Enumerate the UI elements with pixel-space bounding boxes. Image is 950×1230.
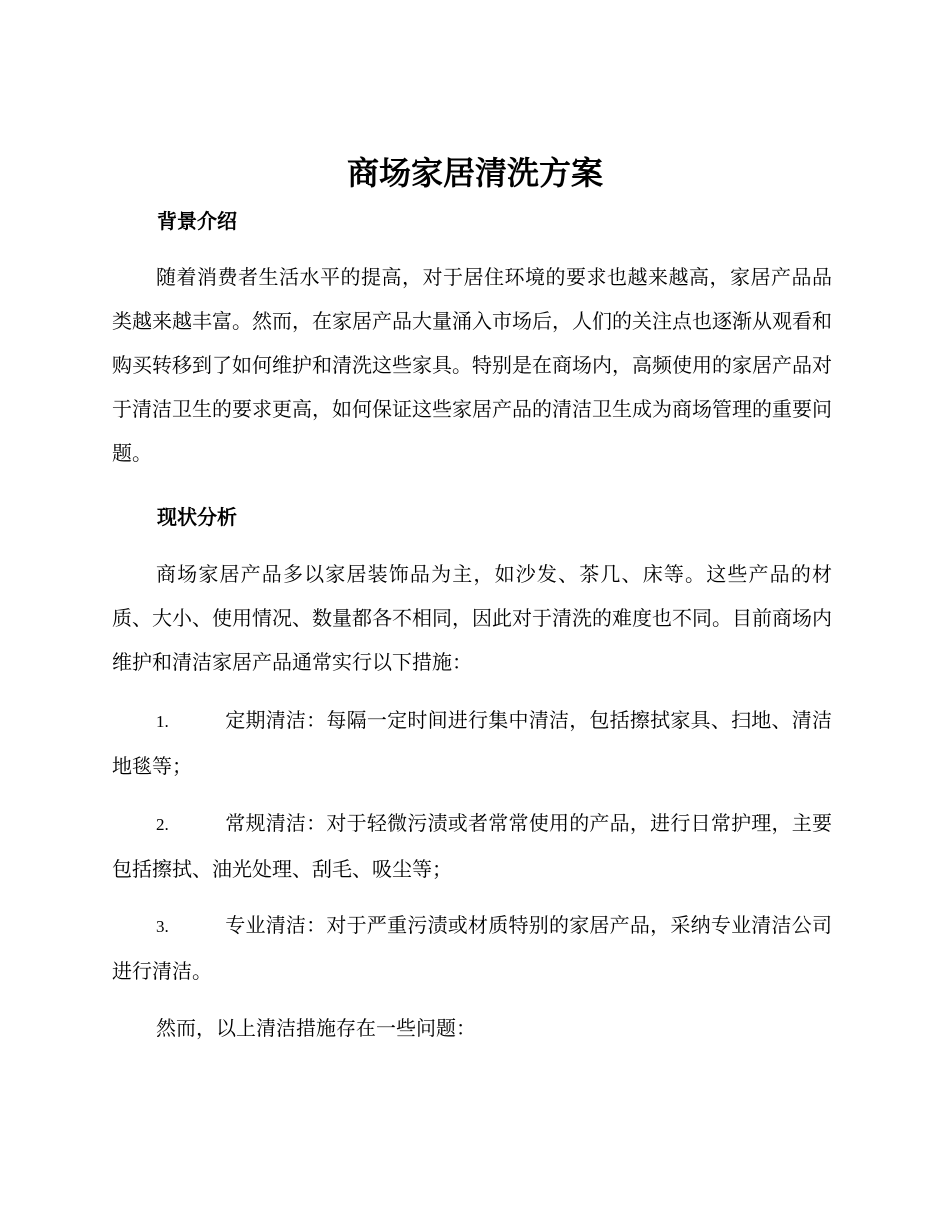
list-item	[112, 903, 832, 994]
list-text: 常规清洁：对于轻微污渍或者常常使用的产品，进行日常护理，主要包括擦拭、油光处理、刮毛、吸尘等；	[112, 811, 832, 881]
list-number: 1.	[156, 712, 169, 731]
list-number: 3.	[156, 917, 169, 936]
paragraph-background: 随着消费者生活水平的提高，对于居住环境的要求也越来越高，家居产品品类越来越丰富。然而，在家居产品大量涌入市场后，人们的关注点也逐渐从观看和购买转移到了如何维护和清洗这些家具。特别是在商场内，高频使用的家居产品对于清洁卫生的要求更高，如何保证这些家居产品的清洁卫生成为商场管理的重要问题。	[112, 265, 832, 465]
document-title: 商场家居清洗方案	[346, 154, 603, 192]
list-item	[112, 698, 832, 789]
list-item	[112, 801, 832, 892]
paragraph-analysis: 商场家居产品多以家居装饰品为主，如沙发、茶几、床等。这些产品的材质、大小、使用情况、数量都各不相同，因此对于清洗的难度也不同。目前商场内维护和清洁家居产品通常实行以下措施：	[112, 562, 832, 674]
section-heading-background: 背景介绍	[157, 209, 237, 233]
list-text: 专业清洁：对于严重污渍或材质特别的家居产品，采纳专业清洁公司进行清洁。	[112, 913, 832, 983]
list-number: 2.	[156, 815, 169, 834]
section-heading-analysis: 现状分析	[157, 505, 237, 529]
list-text: 定期清洁：每隔一定时间进行集中清洁，包括擦拭家具、扫地、清洁地毯等；	[112, 708, 832, 778]
closing-paragraph: 然而，以上清洁措施存在一些问题：	[156, 1016, 476, 1040]
